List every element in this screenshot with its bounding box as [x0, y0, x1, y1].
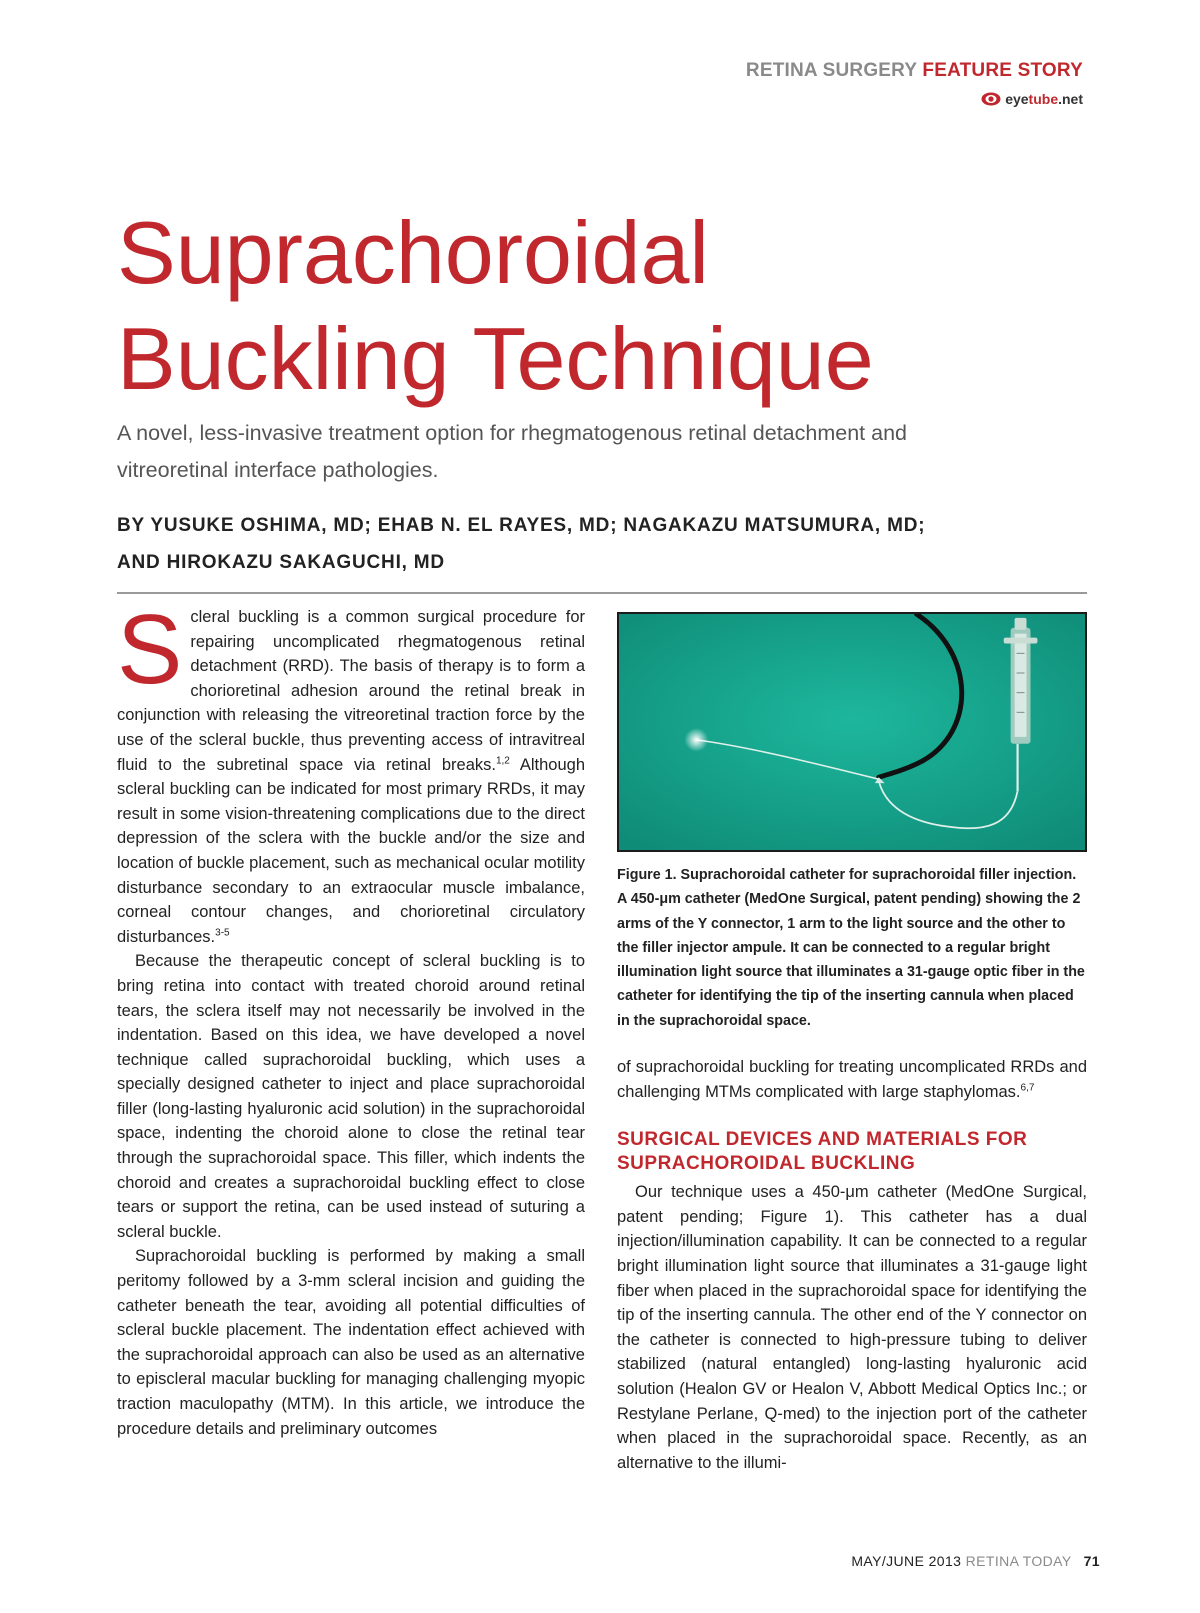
section-heading: SURGICAL DEVICES AND MATERIALS FOR SUPRACHOROIDAL BUCKLING: [617, 1129, 1028, 1175]
eyetube-logo[interactable]: [981, 91, 1083, 107]
section-accent-label: FEATURE STORY: [922, 60, 1083, 81]
page-number: 71: [1083, 1553, 1100, 1569]
article-subtitle: A novel, less-invasive treatment option for rhegmatogenous retinal detachment and vitreoretinal interface pathologies.: [117, 421, 907, 482]
byline-line-2: AND HIROKAZU SAKAGUCHI, MD: [117, 552, 445, 573]
paragraph-4: [617, 1055, 1087, 1104]
paragraph-1a-text: cleral buckling is a common surgical procedure for repairing uncomplicated rhegmatogenous retinal detachment (RRD). The basis of therapy is to form a chorioretinal adhesion around the retinal break in conjunction with releasing the vitreoretinal traction force by the use of the scleral buckle, thus preventing access of intravitreal fluid to the subretinal space via retinal breaks.: [117, 608, 585, 774]
reference-marker: 3-5: [215, 927, 230, 939]
logo-text-part1: eye: [1005, 91, 1029, 107]
right-column: [617, 1055, 1087, 1475]
reference-marker: 1,2: [495, 755, 510, 767]
byline: [117, 507, 1077, 581]
reference-marker: 6,7: [1020, 1082, 1035, 1094]
section-tag: [746, 60, 1083, 82]
section-label: RETINA SURGERY: [745, 60, 917, 81]
journal-name: RETINA TODAY: [965, 1553, 1072, 1569]
issue-date: MAY/JUNE 2013: [851, 1553, 962, 1569]
left-column: [117, 594, 585, 1441]
page-footer: [851, 1553, 1100, 1569]
logo-text-part3: .net: [1058, 91, 1083, 107]
title-line-1: Suprachoroidal: [117, 203, 709, 302]
drop-cap: S: [117, 594, 183, 704]
byline-line-1: BY YUSUKE OSHIMA, MD; EHAB N. EL RAYES, MD; NAGAKAZU MATSUMURA, MD;: [117, 515, 926, 536]
paragraph-2: Because the therapeutic concept of scleral buckling is to bring retina into contact with treated choroid around retinal tears, the sclera itself may not necessarily be involved in the indentation. Based on this idea, we have developed a novel technique called suprachoroidal buckling, which uses a specially designed catheter to inject and place suprachoroidal filler (long-lasting hyaluronic acid solution) in the suprachoroidal space, indenting the choroid alone to close the retinal tear through the suprachoroidal space. This filler, which indents the choroid and creates a suprachoroidal buckling effect to close tears or support the retina, can be used instead of suturing a scleral buckle.: [117, 952, 585, 1241]
paragraph-4-text: of suprachoroidal buckling for treating uncomplicated RRDs and challenging MTMs complicated with large staphylomas.: [617, 1058, 1087, 1101]
paragraph-1: [117, 594, 585, 949]
logo-text-part2: tube: [1028, 91, 1059, 107]
figure-1-photo: [617, 612, 1087, 852]
paragraph-3: Suprachoroidal buckling is performed by making a small peritomy followed by a 3-mm scleral incision and guiding the catheter beneath the tear, avoiding all potential difficulties of scleral buckle placement. The indentation effect achieved with the suprachoroidal approach can also be used as an alternative to episcleral macular buckling for managing challenging myopic traction maculopathy (MTM). In this article, we introduce the procedure details and preliminary outcomes: [117, 1247, 585, 1438]
title-line-2: Buckling Technique: [117, 309, 874, 408]
figure-1-caption: Figure 1. Suprachoroidal catheter for suprachoroidal filler injection. A 450-μm catheter (MedOne Surgical, patent pending) showing the 2 arms of the Y connector, 1 arm to the light source and the other to the filler injector ampule. It can be connected to a regular bright illumination light source that illuminates a 31-gauge optic fiber in the catheter for identifying the tip of the inserting cannula when placed in the suprachoroidal space.: [617, 867, 1085, 1029]
eye-icon: [981, 92, 1001, 106]
paragraph-5: Our technique uses a 450-μm catheter (MedOne Surgical, patent pending; Figure 1). This catheter has a dual injection/illumination capability. It can be connected to a regular bright illumination light source that illuminates a 31-gauge light fiber when placed in the suprachoroidal space for identifying the tip of the inserting cannula. The other end of the Y connector on the catheter is connected to high-pressure tubing to deliver stabilized (natural entangled) long-lasting hyaluronic acid solution (Healon GV or Healon V, Abbott Medical Optics Inc.; or Restylane Perlane, Q-med) to the injection port of the catheter when placed in the suprachoroidal space. Recently, as an alternative to the illumi-: [617, 1183, 1087, 1472]
catheter-photo-illustration: [619, 614, 1085, 850]
paragraph-1b-text: Although scleral buckling can be indicated for most primary RRDs, it may result in some vision-threatening complications due to the direct depression of the sclera with the buckle and/or the size and location of buckle placement, such as mechanical ocular motility disturbance secondary to an extraocular muscle imbalance, corneal contour changes, and chorioretinal circulatory disturbances.: [117, 755, 585, 946]
divider: [117, 592, 1087, 594]
article-title: [117, 200, 1077, 412]
